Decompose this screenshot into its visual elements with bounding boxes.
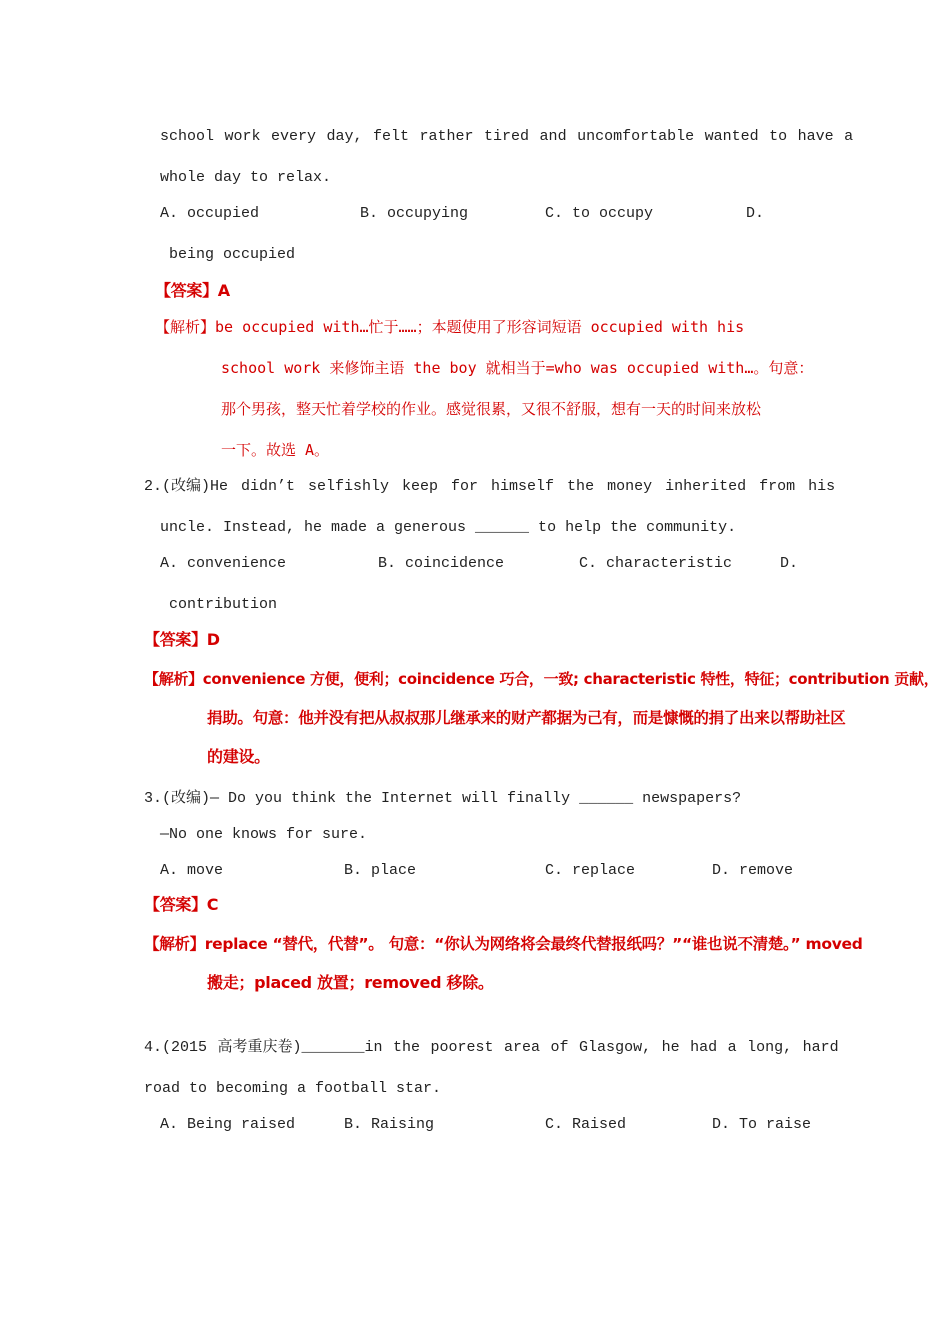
q1-analysis-line-1: 【解析】be occupied with…忙于……；本题使用了形容词短语 occupied with his	[155, 318, 745, 336]
q2-answer: 【答案】D	[144, 630, 220, 649]
q1-option-a: A. occupied	[160, 205, 260, 222]
q3-analysis-line-2: 搬走；placed 放置；removed 移除。	[207, 973, 494, 992]
q2-analysis-line-1: 【解析】convenience 方便，便利；coincidence 巧合，一致; characteristic 特性，特征；contribution 贡献，	[144, 670, 939, 688]
q1-option-d: D.	[746, 205, 765, 222]
q2-stem-line-2: uncle. Instead, he made a generous ______ to help the community.	[160, 519, 737, 536]
q4-stem-line-2: road to becoming a football star.	[144, 1080, 442, 1097]
q3-option-c: C. replace	[545, 862, 636, 879]
q2-option-d: D.	[780, 555, 799, 572]
q1-analysis-line-4: 一下。故选 A。	[221, 441, 330, 459]
q2-option-d-text: contribution	[169, 596, 278, 613]
q3-option-b: B. place	[344, 862, 417, 879]
q1-option-d-text: being occupied	[169, 246, 296, 263]
q3-stem-line-2: —No one knows for sure.	[160, 826, 368, 843]
q3-analysis-line-1: 【解析】replace “替代，代替”。 句意：“你认为网络将会最终代替报纸吗？”“谁也说不清楚。” moved	[144, 935, 863, 953]
q1-analysis-line-3: 那个男孩，整天忙着学校的作业。感觉很累，又很不舒服，想有一天的时间来放松	[221, 400, 762, 418]
q4-option-d: D. To raise	[712, 1116, 812, 1133]
q2-option-a: A. convenience	[160, 555, 287, 572]
q4-option-a: A. Being raised	[160, 1116, 296, 1133]
q1-answer: 【答案】A	[155, 281, 230, 300]
q1-stem-line-1: school work every day, felt rather tired and uncomfortable wanted to have a	[160, 128, 854, 145]
q1-option-b: B. occupying	[360, 205, 469, 222]
q2-option-c: C. characteristic	[579, 555, 733, 572]
q4-option-c: C. Raised	[545, 1116, 627, 1133]
q1-analysis-line-2: school work 来修饰主语 the boy 就相当于=who was occupied with…。句意：	[221, 359, 814, 377]
q4-option-b: B. Raising	[344, 1116, 435, 1133]
q1-stem-line-2: whole day to relax.	[160, 169, 332, 186]
q2-stem-line-1: 2.(改编)He didn’t selfishly keep for himself the money inherited from his	[144, 478, 836, 495]
q3-answer: 【答案】C	[144, 895, 219, 914]
q3-option-d: D. remove	[712, 862, 794, 879]
q3-option-a: A. move	[160, 862, 224, 879]
q3-stem-line-1: 3.(改编)— Do you think the Internet will finally ______ newspapers?	[144, 790, 742, 807]
q2-analysis-line-2: 捐助。句意：他并没有把从叔叔那儿继承来的财产都据为己有，而是慷慨的捐了出来以帮助社区	[207, 709, 846, 727]
q4-stem-line-1: 4.(2015 高考重庆卷)_______in the poorest area of Glasgow, he had a long, hard	[144, 1039, 839, 1056]
q2-option-b: B. coincidence	[378, 555, 505, 572]
q1-option-c: C. to occupy	[545, 205, 654, 222]
q2-analysis-line-3: 的建设。	[207, 747, 270, 766]
